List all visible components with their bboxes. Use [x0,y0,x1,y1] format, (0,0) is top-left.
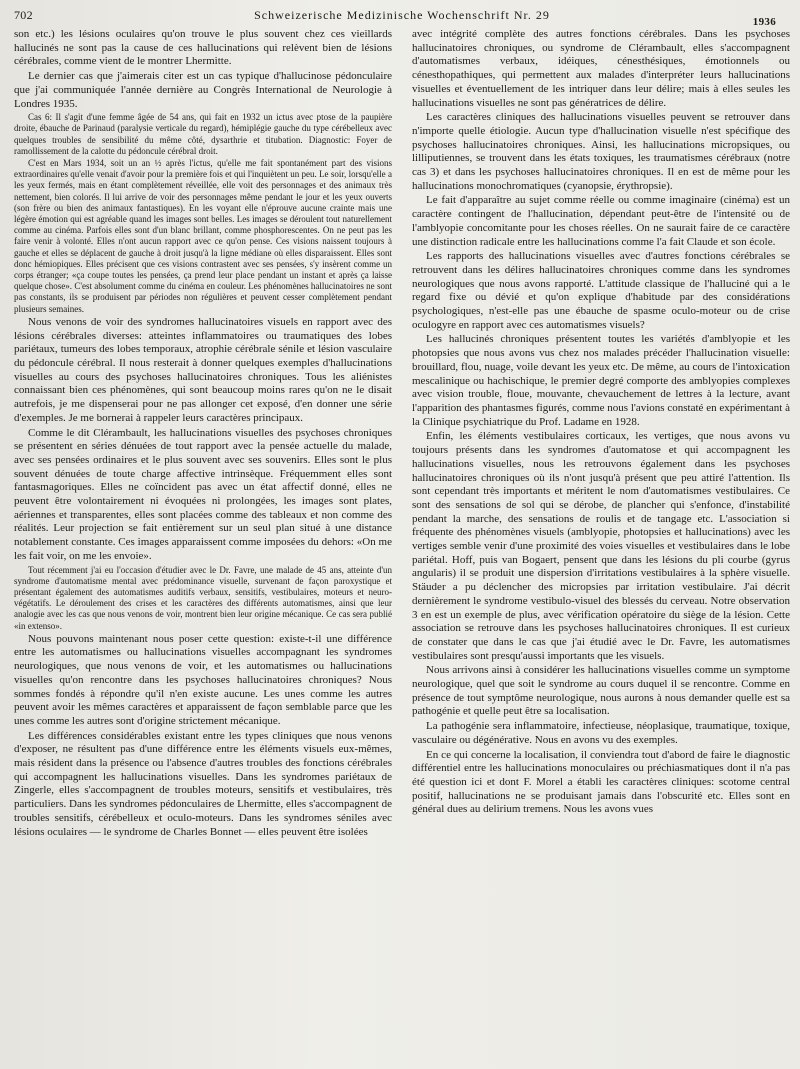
paragraph: Les caractères cliniques des hallucinations visuelles peuvent se retrouver dans n'importe quelle étiologie. Aucun type d'hallucination visuelle n'est spécifique des psychoses hallucinatoires chroniques. Ainsi, les hallucinations micropsiques, ou lilliputiennes, se trouvent dans les états toxiques, les traumatismes cérébraux (notre cas 3) et dans les psychoses hallucinatoires chroniques. Il en est de même pour les hallucinations monochromatiques (cyanopsie, érythropsie). [412,111,790,192]
paragraph: Cas 6: Il s'agit d'une femme âgée de 54 ans, qui fait en 1932 un ictus avec ptose de la paupière droite, ébauche de Parinaud (paralysie verticale du regard), hémiplégie gauche du type cérébelleux avec quelques troubles de sensibilité du même côté, dysarthrie et titubation. Diagnostic: Foyer de ramollissement de la calotte du pédoncule cérébral droit. [14,112,392,156]
paragraph: Le dernier cas que j'aimerais citer est un cas typique d'hallucinose pédonculaire que j'ai communiquée l'année dernière au Congrès International de Neurologie à Londres 1935. [14,70,392,110]
paragraph: Nous arrivons ainsi à considérer les hallucinations visuelles comme un symptome neurologique, quel que soit le syndrome au cours duquel il se rencontre. Comme en présence de tout symptôme neurologique, nous aurons à nous demander quelle est sa pathogénie et quelle peut être sa localisation. [412,664,790,718]
paragraph: son etc.) les lésions oculaires qu'on trouve le plus souvent chez ces vieillards hallucinés ne sont pas la cause de ces hallucinations qui relèvent bien de lésions cérébrales, comme vient de le montrer Lhermitte. [14,28,392,68]
paragraph: Enfin, les éléments vestibulaires corticaux, les vertiges, que nous avons vu toujours présents dans les syndromes d'automatose et qui accompagnent les hallucinations visuelles, nous les retrouvons également dans les psychoses hallucinatoires chroniques où ils n'ont jusqu'à présent que peu attiré l'attention. Ils sont cependant très importants et méritent le nom d'automatismes vestibulaires. Ce sont des sensations de sol qui se dérobe, de plancher qui s'enfonce, d'instabilité pendant la marche, des sensations de roulis et de tangage etc. L'association si fréquente des phénomènes visuels (amblyopie, photopsies et hallucinations) avec les vertiges semble venir d'une proximité des voies visuelles et vestibulaires dans le lobe pariétal. Hoff, puis van Bogaert, pensent que dans les lésions du pli courbe (gyrus angularis) il se produit une dispersion d'irritations vestibulaires à la sphère visuelle. Stäuder a pu déclencher des micropsies par irritation vestibulaire. J'ai décrit dernièrement le syndrome vestibulo-visuel des blessés du cerveau. Notre observation 3 en est un exemple de plus, avec vérification opératoire du siège de la lésion. Cette association se retrouve dans les psychoses hallucinatoires chroniques. Il est curieux de constater que dans le cas que j'ai étudié avec le Dr. Favre, les automatismes vestibulaires sont presqu'aussi importants que les visuels. [412,430,790,662]
page-number: 702 [14,8,33,22]
right-column [412,28,790,1068]
paragraph: avec intégrité complète des autres fonctions cérébrales. Dans les psychoses hallucinatoires chroniques, ou syndrome de Clérambault, elles s'accompagnent d'automatismes verbaux, idéiques, cénesthésiques, émotionnels ou cénesthopathiques, qui permettent aux malades d'interpréter leurs hallucinations visuelles et éventuellement de les intriquer dans leur délire; mais à elles seules les hallucinations visuelles ne sont pas génératrices de délire. [412,28,790,109]
journal-title: Schweizerische Medizinische Wochenschrift Nr. 29 [254,8,550,22]
paragraph: En ce qui concerne la localisation, il conviendra tout d'abord de faire le diagnostic différentiel entre les hallucinations monoculaires ou préchiasmatiques dont il n'a pas été question ici et dont F. Morel a établi les caractères cliniques: scotome central positif, hallucinations ne se produisant jamais dans l'obscurité etc. Elles sont en général dues au delirium tremens. Nous les avons vues [412,748,790,816]
paragraph: Les différences considérables existant entre les types cliniques que nous venons d'exposer, ne résultent pas d'une différence entre les éléments visuels eux-mêmes, mais résident dans la présence ou l'absence d'autres troubles des fonctions cérébrales qui accompagnent les hallucinations visuelles. Dans les syndromes pariétaux de Zingerle, elles s'accompagnent de troubles moteurs, sensitifs et vestibulaires, très particuliers. Dans les syndromes pédonculaires de Lhermitte, elles s'accompagnent de troubles sensitifs, cérébelleux et oculo-moteurs. Dans les syndromes séniles avec lésions oculaires — le syndrome de Charles Bonnet — elles peuvent être isolées [14,729,392,838]
paragraph: Nous venons de voir des syndromes hallucinatoires visuels en rapport avec des lésions cérébrales diverses: atteintes inflammatoires ou traumatiques des lobes pariétaux, tumeurs des lobes temporaux, atrophie cérébrale sénile et lésion vasculaire du pédoncule cérébral. Il nous resterait à donner quelques exemples d'hallucinations visuelles au cours des psychoses hallucinatoires chroniques. Tous les aliénistes connaissant bien ces phénomènes, qui sont beaucoup moins rares qu'on ne le disait autrefois, je me dispenserai pour ne pas allonger cet exposé, d'en donner une série d'exemples. Je me bornerai à rappeler leurs caractères principaux. [14,315,392,424]
paragraph: Tout récemment j'ai eu l'occasion d'étudier avec le Dr. Favre, une malade de 45 ans, atteinte d'un syndrome d'automatisme mental avec prédominance visuelle, survenant de façon paroxystique et présentant également des automatismes auditifs verbaux, sensitifs, vestibulaires, moteurs et neuro-végétatifs. Le déroulement des crises et les caractères des différents automatismes, ainsi que leur analogie avec les cas que nous venons de voir, montrent bien leur origine mécanique. Ce cas sera publié «in extenso». [14,564,392,631]
paragraph: La pathogénie sera inflammatoire, infectieuse, néoplasique, traumatique, toxique, vasculaire ou dégénérative. Nous en avons vu des exemples. [412,720,790,746]
paragraph: Comme le dit Clérambault, les hallucinations visuelles des psychoses chroniques se présentent en séries dénuées de tout rapport avec la pensée actuelle du malade, avec ses pensées ordinaires et le plus souvent avec ses souvenirs. Elles sont le plus souvent dénuées de toute charge affective intrinsèque. Fréquemment elles sont fantasmagoriques. Elles ne coïncident pas avec un état affectif donné, elles ne peuvent être volontairement ni évoquées ni prolongées, les images sont plates, aériennes et transparentes, elles sont placées comme des tableaux et non comme des réalités. Leur projection se fait entièrement sur un seul plan situé à une distance notablement constante. Ces images apparaissent comme imposées du dehors: «On me les fait voir, on me les envoie». [14,426,392,562]
paragraph: Les rapports des hallucinations visuelles avec d'autres fonctions cérébrales se retrouvent dans les délires hallucinatoires chroniques comme dans les syndromes neurologiques que nous avons rapporté. L'attitude classique de l'halluciné qui a le regard fixe ou dévié et qu'on explique d'habitude par des considérations psychologiques, n'est-elle pas une ébauche de spasme oculo-moteur ou de crise oculogyre en rapport avec ces automatismes visuels? [412,250,790,331]
paragraph: Nous pouvons maintenant nous poser cette question: existe-t-il une différence entre les automatismes ou hallucinations visuelles accompagnant les syndromes neurologiques, que nous venons de voir, et les automatismes ou hallucinations visuelles qu'on rencontre dans les psychoses hallucinatoires chroniques? Nous sommes fondés à répondre qu'il n'en existe aucune. Les unes comme les autres peuvent avoir les mêmes caractères et apparaissent de façon semblable parce que les unes comme les autres sont d'origine strictement mécanique. [14,632,392,727]
paragraph: Les hallucinés chroniques présentent toutes les variétés d'amblyopie et les photopsies que nous avons vus chez nos malades précéder l'hallucination visuelle: brouillard, flou, nuage, voile devant les yeux etc. De même, au cours de l'intoxication mescalinique ou hachischique, le premier degré comporte des amblyopies complexes avec vision trouble, floue, mouvante, chevauchement de lettres à la lecture, avant l'apparition des phantasmes figurés, comme nous l'avions constaté en expérimentant à la Clinique psychiatrique du Prof. Ladame en 1928. [412,333,790,428]
year-label: 1936 [752,16,776,28]
paragraph: C'est en Mars 1934, soit un an ½ après l'ictus, qu'elle me fait spontanément part des visions extraordinaires qu'elle venait d'avoir pour la première fois et qui l'inquiètent un peu. Le soir, lorsqu'elle a les yeux fermés, mais en étant complètement réveillée, elle voit des personnages et des animaux très nettement, bien colorés. Il lui arrive de voir des personnages même pendant le jour et les yeux ouverts (son frère ou bien des animaux fantastiques). En les voyant elle n'éprouve aucune crainte mais une légère émotion qui est agréable quand les images sont belles. Les images se déroulent tout naturellement comme au cinéma. Parfois elles sont d'un blanc brillant, comme phosphorescentes. On ne peut pas les faire venir à volonté. Elles n'ont aucun rapport avec ce qu'on pense. Ces visions naissent toujours à gauche et elles se déplacent de gauche à droit jusqu'à la ligne médiane où elles disparaissent. Elles sont donc hémiopiques. Elles précisent que ces visions contrastent avec ses pensées, s'y insèrent comme un corps étranger; «ça coupe toutes les pensées, ça prend leur place pendant un instant et après ça laisse quelque chose». C'est absolument comme du cinéma en couleur. Les phénomènes hallucinatoires ne sont pas constants, ils se produisent par périodes non régulières et peuvent cesser complètement pendant plusieurs semaines. [14,158,392,314]
paragraph: Le fait d'apparaître au sujet comme réelle ou comme imaginaire (cinéma) est un caractère contingent de l'hallucination, dépendant peut-être de l'intensité ou de l'amblyopie concomitante pour les choses réelles. On ne saurait faire de ce caractère une distinction radicale entre les hallucinations comme l'a fait Claude et son école. [412,194,790,248]
left-column [14,28,392,1068]
running-header [14,6,790,28]
